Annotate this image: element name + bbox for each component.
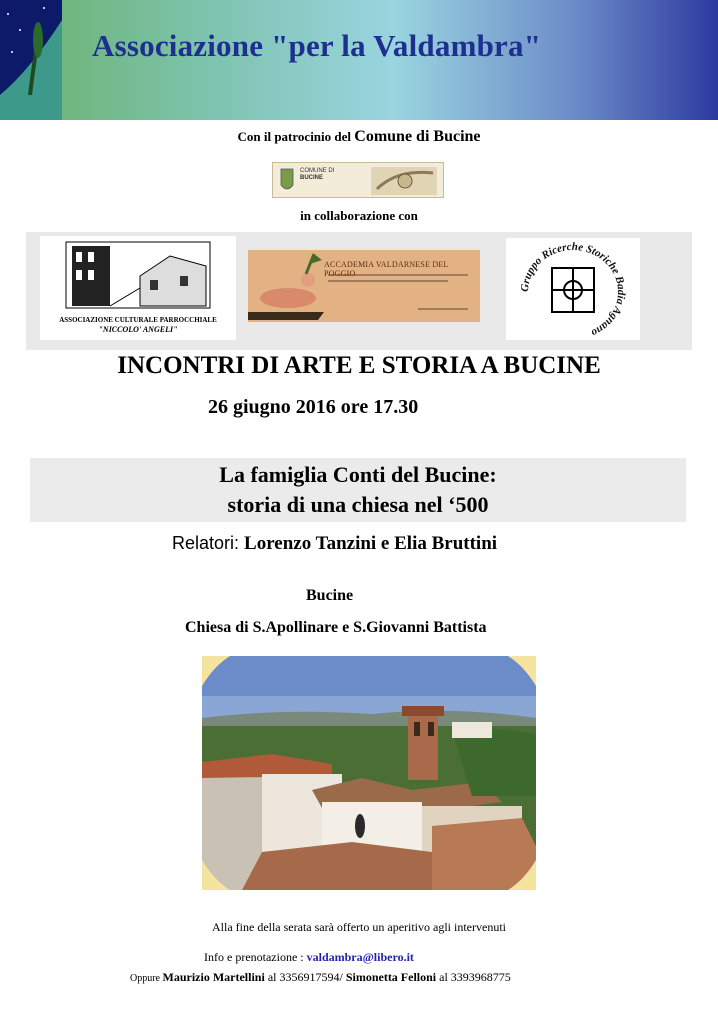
alt-prefix: Oppure [130, 973, 163, 984]
speakers-names: Lorenzo Tanzini e Elia Bruttini [244, 533, 498, 554]
contact2-phone: al 3393968775 [436, 970, 511, 984]
partner-logo-parrocchiale [40, 236, 236, 340]
event-town: Bucine [306, 587, 354, 604]
speakers-line [172, 533, 497, 555]
comune-logo-text: COMUNE DI BUCINE [300, 168, 335, 181]
accademia-name: ACCADEMIA VALDARNESE DEL POGGIO [324, 260, 449, 278]
partner-logo-ricerche-storiche [506, 238, 640, 340]
partner-caption: ASSOCIAZIONE CULTURALE PARROCCHIALE "NICCOLO' ANGELI" [59, 316, 217, 334]
header-banner [0, 0, 718, 120]
contact1-name: Maurizio Martellini [162, 970, 265, 984]
patronage-line [0, 128, 718, 146]
collaboration-label: in collaborazione con [300, 208, 418, 223]
seal-emblem [506, 238, 640, 340]
talk-title-line-1: La famiglia Conti del Bucine: [219, 462, 497, 487]
event-date: 26 giugno 2016 ore 17.30 [208, 396, 419, 418]
event-title: INCONTRI DI ARTE E STORIA A BUCINE [117, 352, 601, 379]
event-venue: Chiesa di S.Apollinare e S.Giovanni Battista [185, 619, 487, 636]
aperitivo-note: Alla fine della serata sarà offerto un aperitivo agli intervenuti [212, 920, 506, 934]
info-line [204, 950, 414, 965]
contact2-name: Simonetta Felloni [345, 970, 437, 984]
partner-logos [26, 232, 692, 350]
comune-bucine-logo [272, 162, 444, 198]
speakers-label: Relatori: [172, 533, 245, 553]
contacts-line [130, 970, 511, 985]
patronage-prefix: Con il patrocinio del [237, 129, 355, 144]
association-logo [0, 0, 62, 120]
town-street-drawing [40, 236, 236, 316]
association-title: Associazione "per la Valdambra" [92, 28, 542, 63]
info-label: Info e prenotazione : [204, 950, 307, 964]
bucine-rooftops-photo [202, 656, 536, 890]
patronage-name: Comune di Bucine [354, 128, 481, 145]
svg-text:Gruppo Ricerche Storiche Badia: Gruppo Ricerche Storiche Badia Agnano [518, 240, 628, 339]
contact1-phone: al 3356917594/ [264, 970, 346, 984]
contact-email[interactable]: valdambra@libero.it [306, 950, 414, 964]
partner-logo-accademia [248, 250, 480, 322]
talk-title-box [30, 458, 686, 522]
talk-title-line-2: storia di una chiesa nel ‘500 [227, 492, 489, 517]
